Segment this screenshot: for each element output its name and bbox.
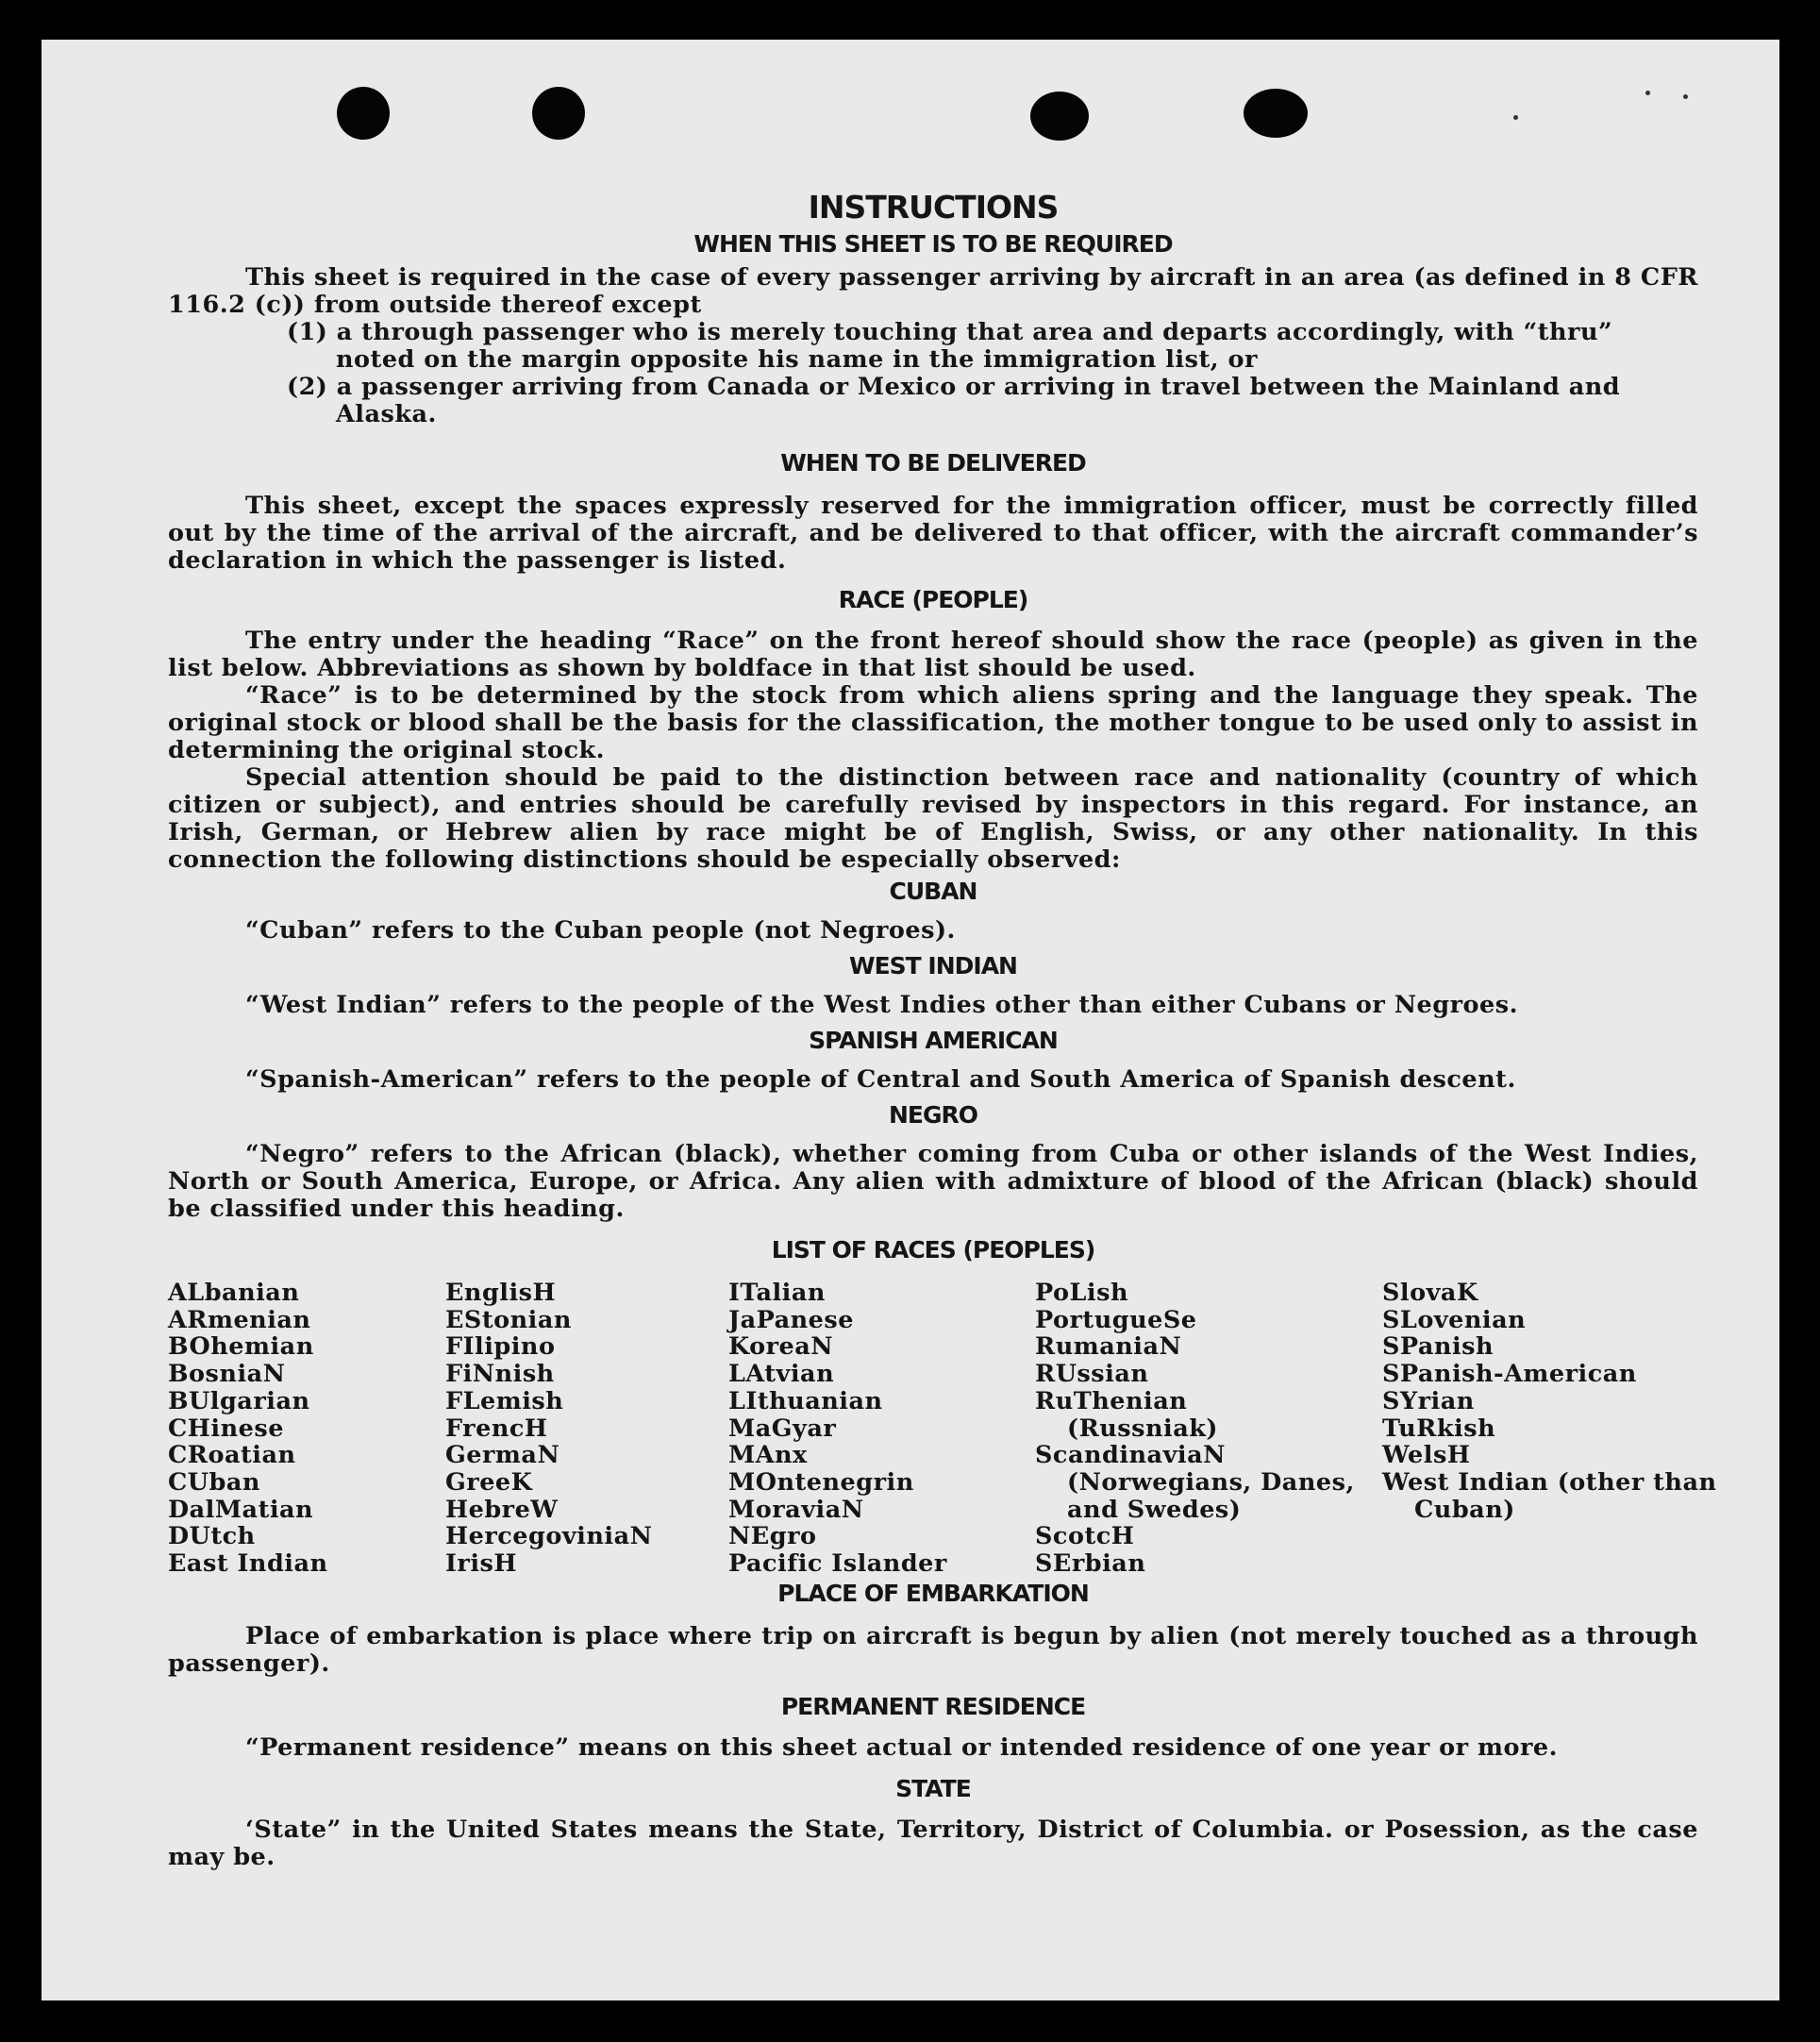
race-entry: East Indian: [168, 1549, 328, 1579]
race-entry: FiNnish: [445, 1360, 555, 1389]
race-entry: CRoatian: [168, 1441, 296, 1470]
punch-hole: [532, 87, 585, 140]
punch-hole: [1030, 92, 1089, 141]
punch-hole: [1244, 89, 1308, 138]
races-column: [168, 1280, 445, 1578]
race-entry: DUtch: [168, 1522, 256, 1551]
race-entry: SErbian: [1035, 1549, 1146, 1579]
heading-spanish-american: SPANISH AMERICAN: [809, 1027, 1058, 1054]
race-entry: SYrian: [1382, 1386, 1475, 1415]
races-column: [1035, 1280, 1382, 1578]
race-entry: ITalian: [728, 1279, 826, 1307]
heading-race: RACE (PEOPLE): [838, 586, 1028, 613]
race-entry: GermaN: [445, 1441, 560, 1470]
race-entry: BosniaN: [168, 1360, 286, 1389]
heading-permanent-residence: PERMANENT RESIDENCE: [780, 1692, 1086, 1720]
race-entry: RuThenian (Russniak): [1035, 1386, 1218, 1443]
race-entry: NEgro: [728, 1522, 817, 1551]
paragraph-race-1: The entry under the heading “Race” on the front hereof should show the race (people) as given in the list below. Abbreviations as shown by boldface in that list should be used.: [168, 627, 1698, 682]
paragraph-cuban: “Cuban” refers to the Cuban people (not Negroes).: [245, 916, 956, 945]
race-entry: CHinese: [168, 1414, 284, 1443]
race-entry: SLovenian: [1382, 1305, 1527, 1334]
race-entry: PortugueSe: [1035, 1305, 1197, 1334]
race-entry: MOntenegrin: [728, 1467, 914, 1497]
paragraph-state: ‘State” in the United States means the State, Territory, District of Columbia. or Posession, as the case may be.: [168, 1815, 1698, 1871]
race-entry: PoLish: [1035, 1279, 1129, 1307]
heading-required: WHEN THIS SHEET IS TO BE REQUIRED: [693, 230, 1173, 258]
speck: [1645, 91, 1650, 95]
speck: [1513, 115, 1518, 120]
race-entry: MoraviaN: [728, 1495, 864, 1524]
race-entry: FrencH: [445, 1414, 548, 1443]
race-entry: West Indian (other than Cuban): [1382, 1467, 1717, 1524]
race-entry: MAnx: [728, 1441, 808, 1470]
race-entry: TuRkish: [1382, 1414, 1496, 1443]
list-item-exception-1: (1) a through passenger who is merely touching that area and departs accordingly, with “thru” noted on the margin opposite his name in the immigration list, or: [287, 318, 1613, 374]
document-body: [168, 189, 1717, 1871]
race-entry: SlovaK: [1382, 1279, 1478, 1307]
paragraph-race-3: Special attention should be paid to the distinction between race and nationality (country of which citizen or subject), and entries should be carefully revised by inspectors in this regard. For instance, an Irish, German, or Hebrew alien by race might be of English, Swiss, or any other nationality. In this connection the following distinctions should be especially observed:: [168, 763, 1698, 874]
paragraph-spanish-american: “Spanish-American” refers to the people of Central and South America of Spanish descent.: [245, 1065, 1516, 1094]
race-entry: WelsH: [1382, 1441, 1471, 1470]
race-entry: EnglisH: [445, 1279, 557, 1307]
race-entry: KoreaN: [728, 1332, 834, 1362]
races-column: [728, 1280, 1035, 1578]
paragraph-west-indian: “West Indian” refers to the people of the West Indies other than either Cubans or Negroes.: [245, 991, 1518, 1019]
punch-hole: [337, 87, 390, 140]
races-table: [168, 1279, 1717, 1579]
document-sheet: [42, 40, 1779, 2000]
list-item-exception-2: (2) a passenger arriving from Canada or Mexico or arriving in travel between the Mainland and Alaska.: [287, 373, 1621, 428]
race-entry: JaPanese: [728, 1305, 854, 1334]
race-entry: FIlipino: [445, 1332, 556, 1362]
paragraph-negro: “Negro” refers to the African (black), whether coming from Cuba or other islands of the West Indies, North or South America, Europe, or Africa. Any alien with admixture of blood of the African (black) should be classified under this heading.: [168, 1140, 1698, 1223]
speck: [1683, 94, 1688, 99]
race-entry: MaGyar: [728, 1414, 837, 1443]
paragraph-race-2: “Race” is to be determined by the stock from which aliens spring and the language they speak. The original stock or blood shall be the basis for the classification, the mother tongue to be used only to assist in determining the original stock.: [168, 681, 1698, 764]
heading-west-indian: WEST INDIAN: [849, 952, 1017, 979]
race-entry: IrisH: [445, 1549, 517, 1579]
race-entry: HercegoviniaN: [445, 1522, 653, 1551]
race-entry: BUlgarian: [168, 1386, 310, 1415]
race-entry: BOhemian: [168, 1332, 314, 1362]
heading-negro: NEGRO: [888, 1101, 978, 1129]
race-entry: RUssian: [1035, 1360, 1149, 1389]
document-title: INSTRUCTIONS: [808, 189, 1059, 226]
races-column: [445, 1280, 728, 1578]
race-entry: ARmenian: [168, 1305, 311, 1334]
race-entry: EStonian: [445, 1305, 572, 1334]
paragraph-required-intro: This sheet is required in the case of every passenger arriving by aircraft in an area (as defined in 8 CFR 116.2 (c)) from outside thereof except: [168, 263, 1698, 319]
race-entry: SPanish-American: [1382, 1360, 1637, 1389]
paragraph-embarkation: Place of embarkation is place where trip on aircraft is begun by alien (not merely touched as a through passenger).: [168, 1621, 1698, 1678]
paragraph-permanent-residence: “Permanent residence” means on this sheet actual or intended residence of one year or more.: [245, 1732, 1558, 1762]
race-entry: LIthuanian: [728, 1386, 883, 1415]
race-entry: DalMatian: [168, 1495, 314, 1524]
race-entry: HebreW: [445, 1495, 559, 1524]
race-entry: RumaniaN: [1035, 1332, 1182, 1362]
race-entry: GreeK: [445, 1467, 533, 1497]
races-column: [1382, 1279, 1717, 1578]
heading-list-of-races: LIST OF RACES (PEOPLES): [771, 1236, 1095, 1264]
race-entry: ScotcH: [1035, 1522, 1135, 1551]
race-entry: FLemish: [445, 1386, 564, 1415]
heading-delivered: WHEN TO BE DELIVERED: [780, 449, 1086, 477]
race-entry: LAtvian: [728, 1360, 835, 1389]
race-entry: SPanish: [1382, 1332, 1494, 1362]
heading-cuban: CUBAN: [889, 878, 977, 905]
heading-state: STATE: [895, 1774, 971, 1802]
race-entry: CUban: [168, 1467, 260, 1497]
heading-embarkation: PLACE OF EMBARKATION: [777, 1579, 1089, 1607]
race-entry: ScandinaviaN (Norwegians, Danes, and Swedes): [1035, 1441, 1355, 1524]
race-entry: Pacific Islander: [728, 1549, 947, 1579]
race-entry: ALbanian: [168, 1279, 300, 1307]
paragraph-delivered: This sheet, except the spaces expressly reserved for the immigration officer, must be correctly filled out by the time of the arrival of the aircraft, and be delivered to that officer, with the aircraft commander’s declaration in which the passenger is listed.: [168, 492, 1698, 575]
